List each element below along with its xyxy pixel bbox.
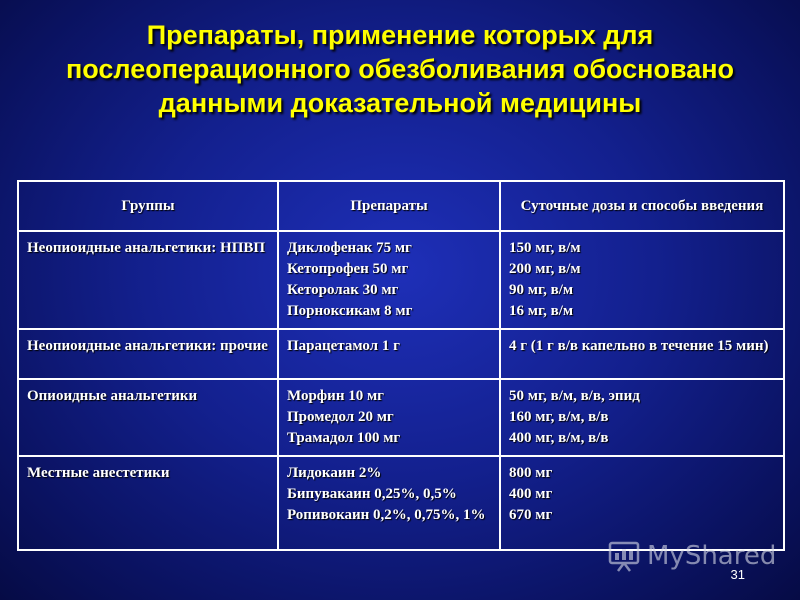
drug-item: Лидокаин 2%: [287, 465, 382, 481]
drug-table: [17, 180, 785, 551]
dose-item: 16 мг, в/м: [509, 303, 574, 319]
drugs-cell: [278, 329, 500, 379]
dose-item: 4 г (1 г в/в капельно в течение 15 мин): [509, 338, 769, 354]
dose-item: 400 мг, в/м, в/в: [509, 430, 609, 446]
drug-item: Морфин 10 мг: [287, 388, 384, 404]
drug-item: Кетопрофен 50 мг: [287, 261, 409, 277]
drug-item: Порноксикам 8 мг: [287, 303, 413, 319]
drug-item: Ропивокаин 0,2%, 0,75%, 1%: [287, 507, 486, 523]
dose-item: 670 мг: [509, 507, 553, 523]
table-header-row: [18, 181, 784, 231]
slide-title: [0, 18, 800, 120]
group-label: Местные анестетики: [27, 465, 170, 481]
title-line: послеоперационного обезболивания обосновано: [65, 54, 735, 84]
doses-cell: [500, 329, 784, 379]
group-cell: [18, 329, 278, 379]
group-label: Неопиоидные анальгетики: НПВП: [27, 240, 266, 256]
drug-item: Парацетамол 1 г: [287, 338, 400, 354]
dose-item: 90 мг, в/м: [509, 282, 574, 298]
presentation-board-icon: [607, 539, 641, 573]
page-number: 31: [730, 567, 745, 582]
group-cell: [18, 379, 278, 456]
drugs-cell: [278, 379, 500, 456]
group-label: Неопиоидные анальгетики: прочие: [27, 338, 268, 354]
header-doses: Суточные дозы и способы введения: [500, 181, 784, 231]
drug-item: Промедол 20 мг: [287, 409, 394, 425]
drugs-cell: [278, 456, 500, 550]
header-groups: Группы: [18, 181, 278, 231]
drugs-cell: [278, 231, 500, 329]
dose-item: 800 мг: [509, 465, 553, 481]
drug-item: Бипувакаин 0,25%, 0,5%: [287, 486, 457, 502]
watermark-text: MyShared: [647, 541, 777, 571]
group-label: Опиоидные анальгетики: [27, 388, 198, 404]
group-cell: [18, 456, 278, 550]
title-line: Препараты, применение которых для: [146, 20, 654, 50]
dose-item: 160 мг, в/м, в/в: [509, 409, 609, 425]
table-row: [18, 329, 784, 379]
dose-item: 150 мг, в/м: [509, 240, 581, 256]
dose-item: 200 мг, в/м: [509, 261, 581, 277]
drug-item: Кеторолак 30 мг: [287, 282, 399, 298]
table-row: [18, 231, 784, 329]
group-cell: [18, 231, 278, 329]
drug-item: Трамадол 100 мг: [287, 430, 401, 446]
watermark: [607, 536, 782, 576]
doses-cell: [500, 231, 784, 329]
drug-item: Диклофенак 75 мг: [287, 240, 412, 256]
dose-item: 400 мг: [509, 486, 553, 502]
dose-item: 50 мг, в/м, в/в, эпид: [509, 388, 640, 404]
table-row: [18, 379, 784, 456]
doses-cell: [500, 379, 784, 456]
header-drugs: Препараты: [278, 181, 500, 231]
title-line: данными доказательной медицины: [158, 88, 642, 118]
